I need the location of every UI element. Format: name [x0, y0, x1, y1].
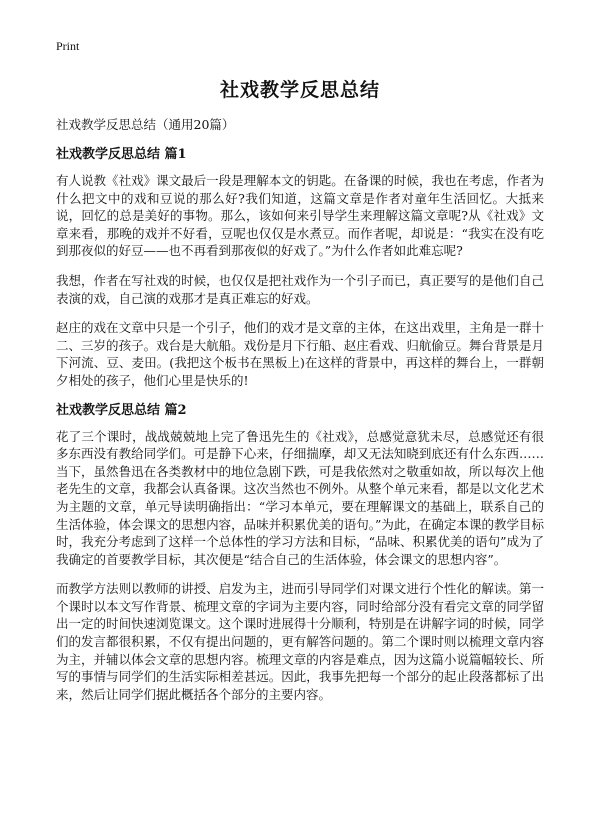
print-label: Print — [56, 39, 80, 53]
paragraph: 花了三个课时，战战兢兢地上完了鲁迅先生的《社戏》，总感觉意犹未尽，总感觉还有很多东西没有教给同学们。可是静下心来，仔细揣摩，却又无法知晓到底还有什么东西…… 当下，虽然鲁迅在各类教材中的地位急剧下跌，可是我依然对之敬重如故，所以每次上他老先生的文章，我都会认真备课。这次当然也不例外。从整个单元来看，都是以文化艺术为主题的文章，单元导读明确指出：“学习本单元，要在理解课文的基础上，联系自己的生活体验，体会课文的思想内容，品味并积累优美的语句。”为此，在确定本课的教学目标时，我充分考虑到了这样一个总体性的学习方法和目标，“品味、积累优美的语句”成为了我确定的首要教学目标，其次便是“结合自己的生活体验，体会课文的思想内容”。 — [56, 428, 544, 567]
document-title: 社戏教学反思总结 — [219, 79, 380, 101]
section-1 — [56, 146, 544, 390]
section-heading: 社戏教学反思总结 篇2 — [56, 402, 187, 418]
paragraph: 赵庄的戏在文章中只是一个引子，他们的戏才是文章的主体，在这出戏里，主角是一群十二、三岁的孩子。戏台是大航船。戏份是月下行船、赵庄看戏、归航偷豆。舞台背景是月下河流、豆、麦田。(我把这个板书在黑板上)在这样的背景中，再这样的舞台上，一群朝夕相处的孩子，他们心里是快乐的! — [56, 320, 544, 388]
section-2 — [56, 402, 544, 704]
paragraph: 而教学方法则以教师的讲授、启发为主，进而引导同学们对课文进行个性化的解读。第一个课时以本文写作背景、梳理文章的字词为主要内容，同时给部分没有看完文章的同学留出一定的时间快速浏览课文。这个课时进展得十分顺利，特别是在讲解字词的时候，同学们的发言都很积累，不仅有提出问题的，更有解答问题的。第二个课时则以梳理文章内容为主，并辅以体会文章的思想内容。梳理文章的内容是难点，因为这篇小说篇幅较长、所写的事情与同学们的生活实际相差甚远。因此，我事先把每一个部分的起止段落都标了出来，然后让同学们据此概括各个部分的主要内容。 — [56, 581, 544, 702]
paragraph: 我想，作者在写社戏的时候，也仅仅是把社戏作为一个引子而已，真正要写的是他们自己表演的戏，自己演的戏那才是真正难忘的好戏。 — [56, 272, 544, 306]
document-subtitle: 社戏教学反思总结（通用20篇） — [56, 117, 235, 132]
paragraph: 有人说教《社戏》课文最后一段是理解本文的钥匙。在备课的时候，我也在考虑，作者为什么把文中的戏和豆说的那么好?我们知道，这篇文章是作者对童年生活回忆。大抵来说，回忆的总是美好的事物。那么，该如何来引导学生来理解这篇文章呢?从《社戏》文章来看，那晚的戏并不好看，豆呢也仅仅是水煮豆。而作者呢，却说是：“我实在没有吃到那夜似的好豆——也不再看到那夜似的好戏了。”为什么作者如此难忘呢? — [56, 173, 544, 259]
section-heading: 社戏教学反思总结 篇1 — [56, 147, 187, 162]
